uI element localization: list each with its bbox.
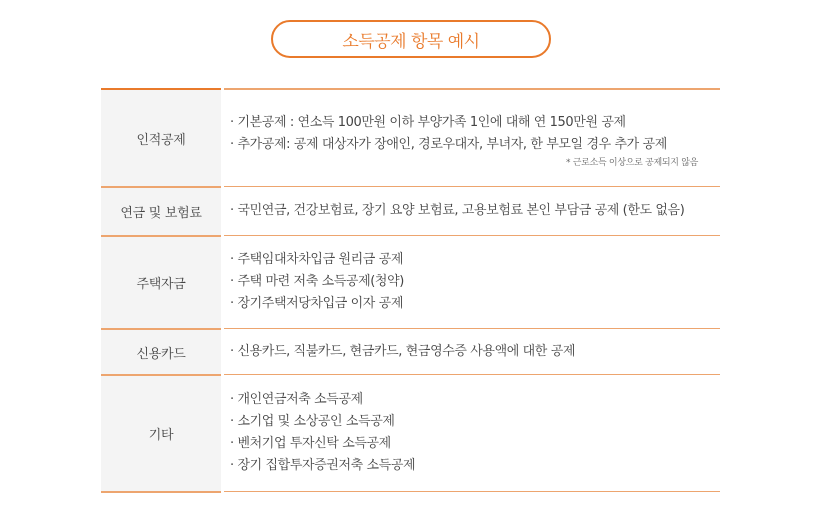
table-row-personal xyxy=(101,88,720,186)
deduction-table xyxy=(101,88,720,493)
list-item: · 장기주택저당차입금 이자 공제 xyxy=(230,296,403,311)
row-content xyxy=(224,235,720,328)
row-category: 신용카드 xyxy=(101,328,221,374)
row-content xyxy=(224,328,720,374)
list-item: · 추가공제: 공제 대상자가 장애인, 경로우대자, 부녀자, 한 부모일 경우 추가 공제 xyxy=(230,137,667,152)
table-bottom-border xyxy=(101,491,720,493)
row-content xyxy=(224,186,720,235)
row-category: 기타 xyxy=(101,374,221,491)
list-item: · 주택임대차차입금 원리금 공제 xyxy=(230,252,403,267)
row-category: 인적공제 xyxy=(101,88,221,186)
list-item: · 벤처기업 투자신탁 소득공제 xyxy=(230,436,391,451)
page-title: 소득공제 항목 예시 xyxy=(271,20,551,58)
list-item: · 국민연금, 건강보험료, 장기 요양 보험료, 고용보험료 본인 부담금 공제 (한도 없음) xyxy=(230,203,685,218)
list-item: · 기본공제 : 연소득 100만원 이하 부양가족 1인에 대해 연 150만원 공제 xyxy=(230,115,626,130)
list-item: · 장기 집합투자증권저축 소득공제 xyxy=(230,458,416,473)
row-category: 연금 및 보험료 xyxy=(101,186,221,235)
row-category: 주택자금 xyxy=(101,235,221,328)
list-item: · 주택 마련 저축 소득공제(청약) xyxy=(230,274,404,289)
table-row-housing xyxy=(101,235,720,328)
list-item: · 소기업 및 소상공인 소득공제 xyxy=(230,414,395,429)
row-content xyxy=(224,88,720,186)
footnote: * 근로소득 이상으로 공제되지 않음 xyxy=(566,158,698,168)
table-row-credit-card xyxy=(101,328,720,374)
table-row-other xyxy=(101,374,720,491)
list-item: · 신용카드, 직불카드, 현금카드, 현금영수증 사용액에 대한 공제 xyxy=(230,343,576,359)
list-item: · 개인연금저축 소득공제 xyxy=(230,392,363,407)
row-content xyxy=(224,374,720,491)
table-row-pension xyxy=(101,186,720,235)
